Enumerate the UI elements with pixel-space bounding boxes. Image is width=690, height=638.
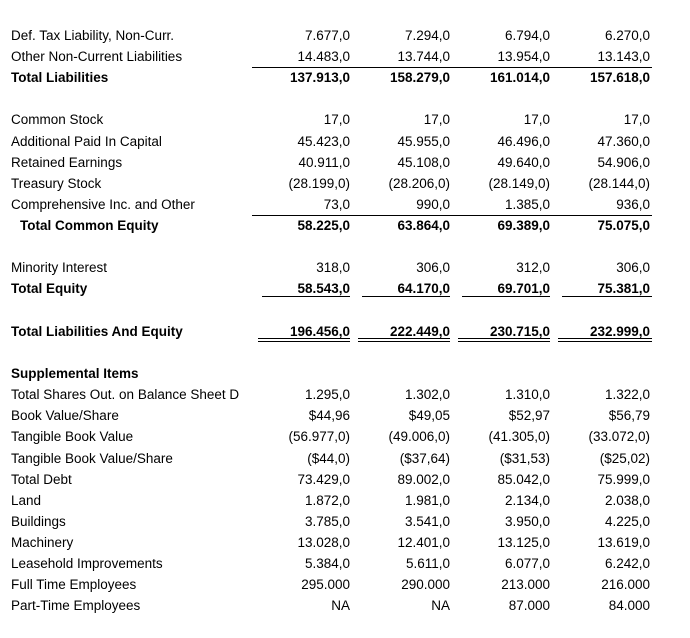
row-label: Machinery [11,535,74,550]
value-cell: 17,0 [423,112,450,127]
row-label: Total Common Equity [20,218,159,233]
value-cell: 13.954,0 [497,49,550,64]
value-cell: 5.611,0 [405,556,450,571]
value-cell: $49,05 [408,408,450,423]
value-cell: (28.206,0) [388,176,450,191]
row-label: Full Time Employees [11,577,137,592]
row-label: Total Liabilities And Equity [11,324,183,339]
table-row [0,426,690,447]
table-row [0,109,690,130]
value-cell: 45.108,0 [397,155,450,170]
value-cell: 45.955,0 [397,134,450,149]
table-row [0,257,690,278]
value-cell: $52,97 [508,408,550,423]
value-cell: ($44,0) [307,451,350,466]
table-row [0,595,690,616]
value-cell: 13.028,0 [297,535,350,550]
table-row [0,194,690,215]
value-cell: 157.618,0 [589,70,650,85]
row-label: Additional Paid In Capital [11,134,162,149]
value-cell: 1.981,0 [404,493,450,508]
value-cell: 137.913,0 [289,70,350,85]
value-cell: 69.701,0 [497,281,550,296]
value-cell: 295.000 [301,577,350,592]
row-label: Common Stock [11,112,104,127]
underline-rule [262,296,350,297]
value-cell: 2.038,0 [604,493,650,508]
value-cell: 73.429,0 [297,472,350,487]
value-cell: (49.006,0) [388,429,450,444]
value-cell: 58.543,0 [297,281,350,296]
value-cell: 306,0 [616,260,650,275]
value-cell: 161.014,0 [489,70,550,85]
value-cell: 45.423,0 [297,134,350,149]
value-cell: (56.977,0) [288,429,350,444]
value-cell: 7.677,0 [304,28,350,43]
value-cell: 4.225,0 [604,514,650,529]
value-cell: 990,0 [416,197,450,212]
double-underline-rule [358,338,450,342]
value-cell: 3.785,0 [304,514,350,529]
value-cell: 17,0 [323,112,350,127]
row-label: Minority Interest [11,260,108,275]
value-cell: 3.541,0 [404,514,450,529]
row-label: Part-Time Employees [11,598,141,613]
value-cell: 17,0 [523,112,550,127]
value-cell: ($37,64) [399,451,450,466]
table-row [0,25,690,46]
value-cell: $44,96 [308,408,350,423]
value-cell: 75.999,0 [597,472,650,487]
value-cell: 13.619,0 [597,535,650,550]
value-cell: (28.199,0) [288,176,350,191]
row-label: Total Equity [11,281,88,296]
row-label: Treasury Stock [11,176,102,191]
value-cell: 216.000 [601,577,650,592]
value-cell: 290.000 [401,577,450,592]
value-cell: 13.143,0 [597,49,650,64]
value-cell: ($31,53) [499,451,550,466]
value-cell: 13.744,0 [397,49,450,64]
value-cell: 1.310,0 [504,387,550,402]
row-label: Total Debt [11,472,72,487]
table-row [0,532,690,553]
value-cell: 64.170,0 [397,281,450,296]
underline-rule [462,296,550,297]
value-cell: 69.389,0 [497,218,550,233]
value-cell: 1.385,0 [504,197,550,212]
value-cell: 318,0 [316,260,350,275]
value-cell: 232.999,0 [589,324,650,339]
value-cell: 14.483,0 [297,49,350,64]
value-cell: 12.401,0 [397,535,450,550]
value-cell: 6.270,0 [604,28,650,43]
value-cell: NA [331,598,350,613]
value-cell: 84.000 [608,598,650,613]
value-cell: 85.042,0 [497,472,550,487]
table-row [0,448,690,469]
value-cell: NA [431,598,450,613]
value-cell: 58.225,0 [297,218,350,233]
table-row [0,173,690,194]
value-cell: 87.000 [508,598,550,613]
row-label: Total Shares Out. on Balance Sheet D [11,387,240,402]
row-label: Tangible Book Value [11,429,134,444]
row-label: Buildings [11,514,66,529]
table-row [0,152,690,173]
value-cell: 1.302,0 [404,387,450,402]
value-cell: 3.950,0 [504,514,550,529]
underline-rule [362,296,450,297]
value-cell: 306,0 [416,260,450,275]
value-cell: 6.794,0 [504,28,550,43]
table-row [0,131,690,152]
value-cell: 73,0 [323,197,350,212]
row-label: Comprehensive Inc. and Other [11,197,195,212]
value-cell: (28.144,0) [588,176,650,191]
value-cell: 1.322,0 [604,387,650,402]
section-header [0,363,690,384]
table-row [0,511,690,532]
table-row [0,574,690,595]
table-row [0,405,690,426]
row-label: Def. Tax Liability, Non-Curr. [11,28,175,43]
underline-rule [562,296,652,297]
table-row [0,469,690,490]
value-cell: 89.002,0 [397,472,450,487]
table-row [0,215,690,236]
value-cell: 158.279,0 [389,70,450,85]
table-row [0,46,690,67]
value-cell: 63.864,0 [397,218,450,233]
table-row [0,67,690,88]
value-cell: 2.134,0 [504,493,550,508]
value-cell: 936,0 [616,197,650,212]
value-cell: (28.149,0) [488,176,550,191]
value-cell: 1.872,0 [304,493,350,508]
double-underline-rule [458,338,550,342]
value-cell: 40.911,0 [298,155,350,170]
row-label: Total Liabilities [11,70,109,85]
value-cell: 49.640,0 [497,155,550,170]
row-label: Other Non-Current Liabilities [11,49,183,64]
value-cell: 75.075,0 [597,218,650,233]
value-cell: 54.906,0 [597,155,650,170]
row-label: Land [11,493,42,508]
row-label: Supplemental Items [11,366,139,381]
value-cell: 17,0 [623,112,650,127]
value-cell: 1.295,0 [304,387,350,402]
table-row [0,490,690,511]
table-row [0,384,690,405]
double-underline-rule [558,338,652,342]
value-cell: (33.072,0) [588,429,650,444]
value-cell: 213.000 [501,577,550,592]
value-cell: 75.381,0 [597,281,650,296]
value-cell: 6.242,0 [604,556,650,571]
value-cell: 222.449,0 [389,324,450,339]
row-label: Leasehold Improvements [11,556,163,571]
value-cell: 7.294,0 [404,28,450,43]
value-cell: $56,79 [608,408,650,423]
value-cell: 5.384,0 [304,556,350,571]
table-row [0,553,690,574]
value-cell: 196.456,0 [289,324,350,339]
value-cell: ($25,02) [599,451,650,466]
value-cell: 13.125,0 [497,535,550,550]
value-cell: 230.715,0 [489,324,550,339]
value-cell: 6.077,0 [504,556,550,571]
row-label: Retained Earnings [11,155,123,170]
value-cell: 46.496,0 [497,134,550,149]
value-cell: 47.360,0 [597,134,650,149]
double-underline-rule [258,338,350,342]
row-label: Tangible Book Value/Share [11,451,173,466]
value-cell: 312,0 [516,260,550,275]
row-label: Book Value/Share [11,408,119,423]
value-cell: (41.305,0) [488,429,550,444]
